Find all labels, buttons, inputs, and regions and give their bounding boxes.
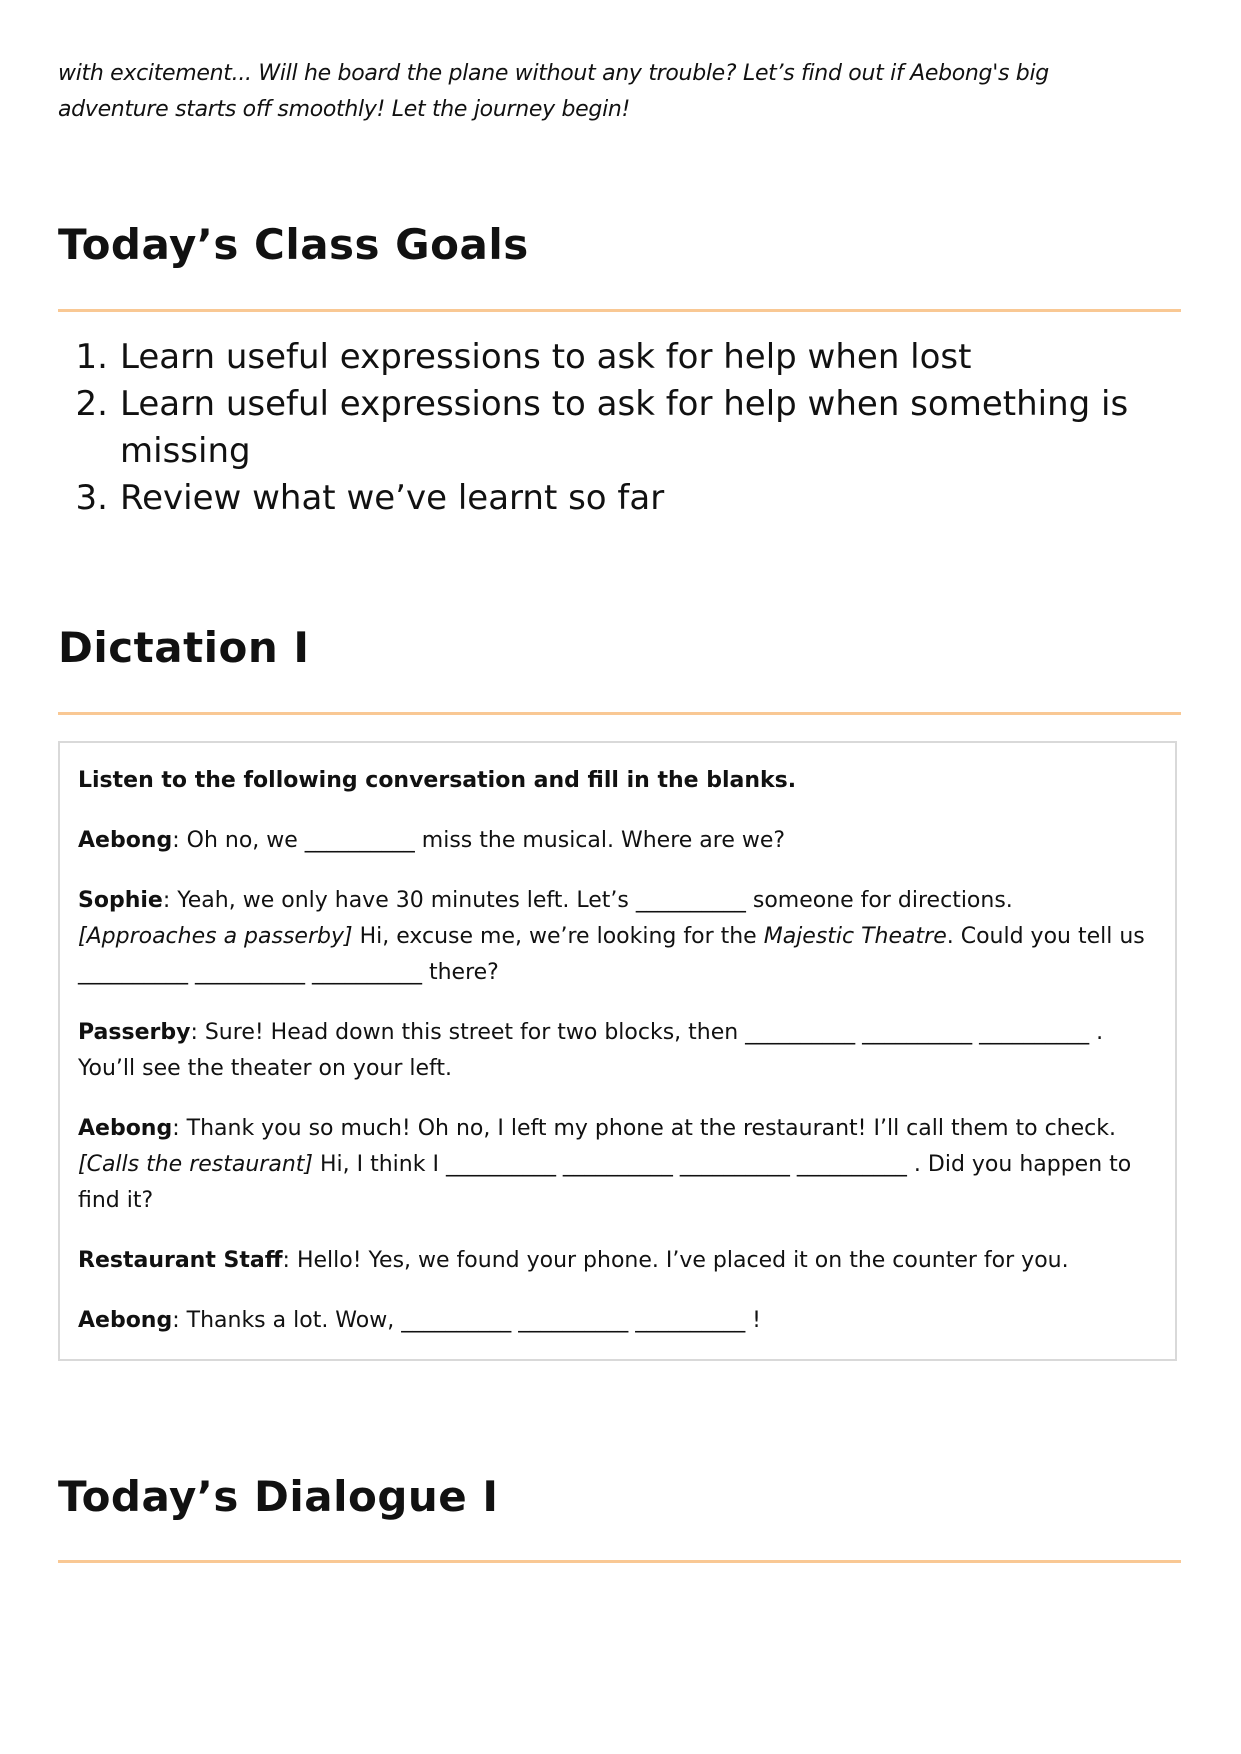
line-text: : Thank you so much! Oh no, I left my phone at the restaurant! I’ll call them to check.: [172, 1116, 1116, 1141]
dialogue-heading: Today’s Dialogue I: [58, 1472, 499, 1521]
speaker: Aebong: [78, 1116, 173, 1141]
goal-number: 1.: [75, 337, 108, 377]
section-divider: [58, 712, 1181, 715]
goal-item: [58, 475, 1158, 522]
line-text: : Hello! Yes, we found your phone. I’ve placed it on the counter for you.: [282, 1248, 1069, 1273]
speaker: Restaurant Staff: [78, 1248, 283, 1273]
dialogue-line: [78, 883, 1157, 991]
speaker: Aebong: [78, 1308, 173, 1333]
section-divider: [58, 1560, 1181, 1563]
dialogue-line: [78, 823, 1157, 859]
section-divider: [58, 309, 1181, 312]
speaker: Aebong: [78, 828, 173, 853]
dictation-instruction: Listen to the following conversation and fill in the blanks.: [78, 768, 797, 793]
speaker: Sophie: [78, 888, 163, 913]
line-text: : Yeah, we only have 30 minutes left. Let’s __________ someone for directions.: [162, 888, 1013, 913]
line-text: : Sure! Head down this street for two blocks, then __________ __________ __________ . You’ll see the theater on your left.: [78, 1020, 1104, 1081]
intro-text: [58, 56, 1188, 128]
goal-number: 3.: [75, 478, 108, 518]
line-text: Hi, I think I __________ __________ __________ __________ . Did you happen to find it?: [78, 1152, 1132, 1213]
intro-line: adventure starts off smoothly! Let the journey begin!: [58, 97, 631, 122]
line-text: Hi, excuse me, we’re looking for the: [352, 924, 764, 949]
goals-heading: Today’s Class Goals: [58, 220, 529, 269]
dictation-box: [58, 741, 1177, 1361]
goal-item: [58, 381, 1158, 475]
goal-number: 2.: [75, 384, 108, 424]
dictation-heading: Dictation I: [58, 623, 310, 672]
stage-direction: [Calls the restaurant]: [78, 1152, 313, 1177]
theatre-name: Majestic Theatre: [763, 924, 947, 949]
stage-direction: [Approaches a passerby]: [78, 924, 353, 949]
line-text: . Could you tell us __________ __________ __________ there?: [78, 924, 1145, 985]
dialogue-line: [78, 1111, 1157, 1219]
dialogue-line: [78, 1015, 1157, 1087]
goals-list: [58, 334, 1158, 522]
dialogue-line: [78, 1243, 1157, 1279]
line-text: : Oh no, we __________ miss the musical. Where are we?: [172, 828, 786, 853]
goal-item: [58, 334, 1158, 381]
dialogue-line: [78, 1303, 1157, 1339]
line-text: : Thanks a lot. Wow, __________ __________ __________ !: [172, 1308, 762, 1333]
intro-line: with excitement... Will he board the plane without any trouble? Let’s find out if Aebong's big: [58, 61, 1049, 86]
goal-text: Learn useful expressions to ask for help when lost: [120, 337, 972, 377]
goal-text: Review what we’ve learnt so far: [120, 478, 665, 518]
speaker: Passerby: [78, 1020, 191, 1045]
goal-text: Learn useful expressions to ask for help when something is missing: [120, 384, 1129, 471]
